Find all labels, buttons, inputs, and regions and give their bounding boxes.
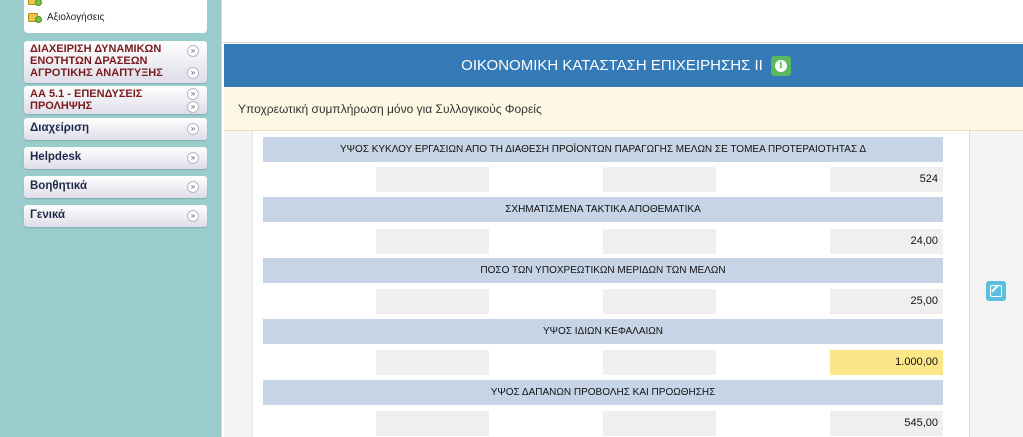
menu-group-management[interactable] xyxy=(24,118,207,140)
field-value[interactable]: 1.000,00 xyxy=(830,350,943,375)
sidebar-top-menu xyxy=(24,0,207,33)
sidebar-item-partial[interactable] xyxy=(28,0,47,7)
edit-icon[interactable] xyxy=(986,281,1006,301)
chevron-down-icon[interactable]: » xyxy=(187,67,199,79)
menu-group-helpdesk[interactable] xyxy=(24,147,207,169)
field-cell-empty xyxy=(603,229,716,254)
menu-group-label: ΔΙΑΧΕΙΡΙΣΗ ΔΥΝΑΜΙΚΩΝ ΕΝΟΤΗΤΩΝ ΔΡΑΣΕΩΝ ΑΓΡΟΤΙΚΗΣ ΑΝΑΠΤΥΞΗΣ xyxy=(30,43,163,79)
info-icon[interactable]: i xyxy=(771,56,791,76)
menu-group-label: Γενικά xyxy=(30,209,66,221)
section-title: ΟΙΚΟΝΟΜΙΚΗ ΚΑΤΑΣΤΑΣΗ ΕΠΙΧΕΙΡΗΣΗΣ ΙΙ xyxy=(461,57,763,74)
field-label: ΥΨΟΣ ΔΑΠΑΝΩΝ ΠΡΟΒΟΛΗΣ ΚΑΙ ΠΡΟΩΘΗΣΗΣ xyxy=(263,380,943,405)
field-label: ΣΧΗΜΑΤΙΣΜΕΝΑ ΤΑΚΤΙΚΑ ΑΠΟΘΕΜΑΤΙΚΑ xyxy=(263,197,943,222)
section-title-bar xyxy=(224,44,1023,87)
menu-group-dynamic-units[interactable] xyxy=(24,41,207,83)
folder-icon xyxy=(28,11,42,23)
notice-banner: Υποχρεωτική συμπλήρωση μόνο για Συλλογικούς Φορείς xyxy=(224,87,1023,131)
field-label: ΠΟΣΟ ΤΩΝ ΥΠΟΧΡΕΩΤΙΚΩΝ ΜΕΡΙΔΩΝ ΤΩΝ ΜΕΛΩΝ xyxy=(263,258,943,283)
main-panel xyxy=(221,0,1023,437)
menu-group-general[interactable] xyxy=(24,205,207,227)
field-cell-empty xyxy=(376,167,489,192)
field-cell-empty xyxy=(603,350,716,375)
field-value[interactable]: 25,00 xyxy=(830,289,943,314)
field-cell-empty xyxy=(603,411,716,436)
menu-group-helpers[interactable] xyxy=(24,176,207,198)
field-cell-empty xyxy=(376,350,489,375)
field-value[interactable]: 545,00 xyxy=(830,411,943,436)
chevron-down-icon[interactable]: » xyxy=(187,123,199,135)
field-cell-empty xyxy=(376,411,489,436)
field-cell-empty xyxy=(603,167,716,192)
field-cell-empty xyxy=(376,289,489,314)
menu-group-label: Βοηθητικά xyxy=(30,180,88,192)
chevron-down-icon[interactable]: » xyxy=(187,181,199,193)
field-value[interactable]: 524 xyxy=(830,167,943,192)
top-area xyxy=(222,0,1023,43)
form-fields xyxy=(252,131,970,437)
chevron-down-icon[interactable]: » xyxy=(187,101,199,113)
chevron-down-icon[interactable]: » xyxy=(187,88,199,100)
sidebar-item-evaluations[interactable] xyxy=(28,10,104,24)
field-value[interactable]: 24,00 xyxy=(830,229,943,254)
chevron-down-icon[interactable]: » xyxy=(187,210,199,222)
menu-group-label: Διαχείριση xyxy=(30,122,90,134)
field-cell-empty xyxy=(376,229,489,254)
folder-icon xyxy=(28,0,42,6)
sidebar xyxy=(0,0,221,437)
menu-group-label: ΑΑ 5.1 - ΕΠΕΝΔΥΣΕΙΣ ΠΡΟΛΗΨΗΣ xyxy=(30,88,143,112)
field-label: ΥΨΟΣ ΚΥΚΛΟΥ ΕΡΓΑΣΙΩΝ ΑΠΟ ΤΗ ΔΙΑΘΕΣΗ ΠΡΟΪΟΝΤΩΝ ΠΑΡΑΓΩΓΗΣ ΜΕΛΩΝ ΣΕ ΤΟΜΕΑ ΠΡΟΤΕΡΑΙΟΤΗΤΑΣ Δ xyxy=(263,137,943,162)
chevron-down-icon[interactable]: » xyxy=(187,45,199,57)
menu-group-label: Helpdesk xyxy=(30,151,82,163)
form-area xyxy=(224,131,1023,437)
field-label: ΥΨΟΣ ΙΔΙΩΝ ΚΕΦΑΛΑΙΩΝ xyxy=(263,319,943,344)
sidebar-item-label: Αξιολογήσεις xyxy=(47,11,105,23)
menu-group-aa51[interactable] xyxy=(24,86,207,114)
field-cell-empty xyxy=(603,289,716,314)
chevron-down-icon[interactable]: » xyxy=(187,152,199,164)
